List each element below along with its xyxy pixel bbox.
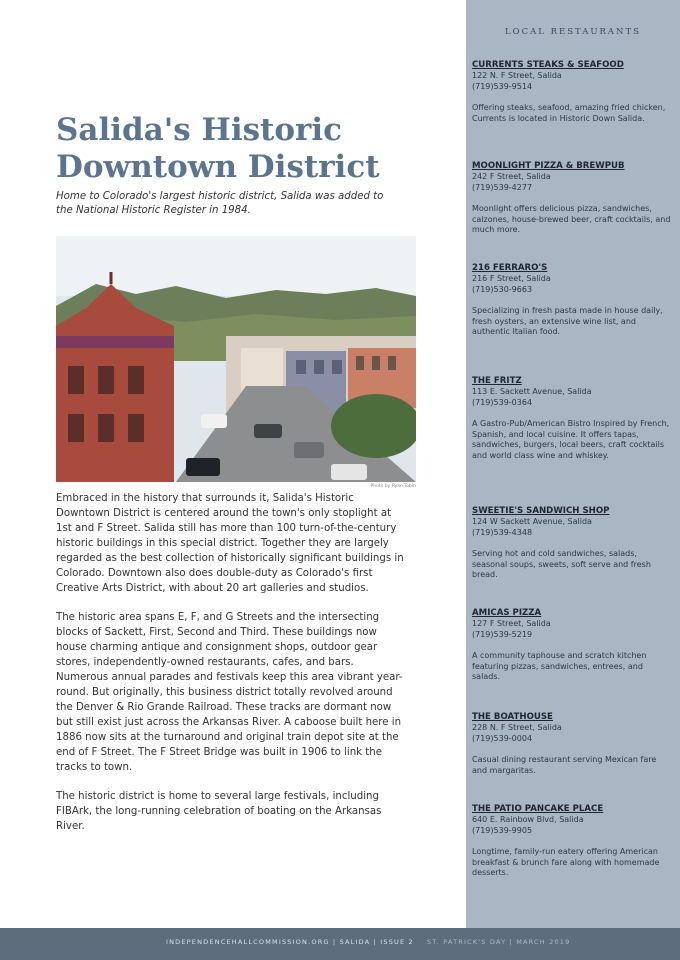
- restaurant-description: A Gastro-Pub/American Bistro Inspired by French, Spanish, and local cuisine. It offers tapas, sandwiches, burgers, local beers, craft cocktails and world class wine and whiskey.: [472, 419, 670, 460]
- restaurant-address: 113 E. Sackett Avenue, Salida: [472, 387, 592, 396]
- downtown-photo: [56, 236, 416, 482]
- restaurant-description: Offering steaks, seafood, amazing fried chicken, Currents is located in Historic Down Salida.: [472, 103, 666, 123]
- restaurant-entry: [472, 506, 672, 581]
- restaurant-phone: (719)539-5219: [472, 629, 533, 639]
- photo-credit: Photo by Ryan Tobin: [370, 484, 416, 489]
- restaurant-phone: (719)539-0004: [472, 733, 533, 743]
- restaurant-description: Moonlight offers delicious pizza, sandwiches, calzones, house-brewed beer, craft cocktails, and much more.: [472, 204, 671, 234]
- restaurant-phone: (719)539-4348: [472, 527, 533, 537]
- restaurant-name: CURRENTS STEAKS & SEAFOOD: [472, 60, 624, 70]
- footer-left: INDEPENDENCEHALLCOMMISSION.ORG | SALIDA | ISSUE 2: [166, 938, 414, 946]
- restaurant-description: Specializing in fresh pasta made in house daily, fresh oysters, an extensive wine list, and authentic Italian food.: [472, 306, 663, 336]
- restaurant-address: 124 W Sackett Avenue, Salida: [472, 517, 592, 526]
- restaurant-name: AMICAS PIZZA: [472, 608, 542, 618]
- article-paragraph-2: The historic area spans E, F, and G Streets and the intersecting blocks of Sackett, First, Second and Third. These buildings now house charming antique and consignment shops, outdoor gear stores, independently-owned restaurants, cafes, and bars. Numerous annual parades and festivals keep this area vibrant year-round. But originally, this business district totally revolved around the Denver & Rio Grande Railroad. These tracks are dormant now but still exist just across the Arkansas River. A caboose built here in 1886 now sits at the turnaround and original train depot site at the end of F Street. The F Street Bridge was built in 1906 to link the tracks to town.: [56, 612, 403, 773]
- sidebar-heading: LOCAL RESTAURANTS: [504, 27, 641, 37]
- article-paragraph-3: The historic district is home to several large festivals, including FIBArk, the long-running celebration of boating on the Arkansas River.: [56, 791, 382, 832]
- restaurant-address: 216 F Street, Salida: [472, 274, 551, 283]
- restaurant-entry: [472, 712, 672, 776]
- restaurant-name: THE FRITZ: [472, 376, 522, 386]
- restaurant-address: 127 F Street, Salida: [472, 619, 551, 628]
- restaurant-address: 122 N. F Street, Salida: [472, 71, 562, 80]
- restaurant-phone: (719)530-9663: [472, 284, 533, 294]
- restaurant-phone: (719)539-0364: [472, 397, 533, 407]
- subtitle: Home to Colorado's largest historic district, Salida was added to the National Historic Register in 1984.: [56, 191, 384, 216]
- restaurant-description: Longtime, family-run eatery offering American breakfast & brunch fare along with homemade desserts.: [472, 847, 660, 877]
- restaurant-name: SWEETIE'S SANDWICH SHOP: [472, 506, 610, 516]
- restaurant-entry: [472, 376, 672, 461]
- article-paragraph-1: Embraced in the history that surrounds it, Salida's Historic Downtown District is centered around the town's only stoplight at 1st and F Street. Salida still has more than 100 turn-of-the-century historic buildings in this special district. Together they are largely regarded as the best collection of historically significant buildings in Colorado. Downtown also does double-duty as Colorado's first Creative Arts District, with about 20 art galleries and studios.: [56, 493, 404, 594]
- restaurant-description: Serving hot and cold sandwiches, salads, seasonal soups, sweets, soft serve and fresh bread.: [472, 549, 651, 579]
- article-body: [56, 491, 408, 848]
- restaurant-entry: [472, 804, 672, 879]
- restaurant-entry: [472, 608, 672, 683]
- restaurant-description: Casual dining restaurant serving Mexican fare and margaritas.: [472, 755, 657, 775]
- restaurant-phone: (719)539-9514: [472, 81, 533, 91]
- restaurant-name: 216 FERRARO'S: [472, 263, 548, 273]
- restaurant-name: THE BOATHOUSE: [472, 712, 553, 722]
- restaurant-entry: [472, 161, 672, 236]
- restaurant-phone: (719)539-4277: [472, 182, 533, 192]
- restaurant-entry: [472, 60, 672, 124]
- restaurants-sidebar: [466, 0, 680, 928]
- downtown-street-illustration: [56, 236, 416, 482]
- restaurant-name: THE PATIO PANCAKE PLACE: [472, 804, 604, 814]
- restaurant-entry: [472, 263, 672, 338]
- restaurant-phone: (719)539-9905: [472, 825, 533, 835]
- restaurant-description: A community taphouse and scratch kitchen featuring pizzas, sandwiches, entrees, and salads.: [472, 651, 647, 681]
- page-title: Salida's Historic Downtown District: [56, 112, 380, 185]
- footer-right: ST. PATRICK'S DAY | MARCH 2019: [426, 938, 571, 946]
- restaurant-address: 242 F Street, Salida: [472, 172, 551, 181]
- footer-text: [166, 938, 666, 946]
- restaurant-address: 640 E. Rainbow Blvd, Salida: [472, 815, 584, 824]
- restaurant-address: 228 N. F Street, Salida: [472, 723, 562, 732]
- restaurant-name: MOONLIGHT PIZZA & BREWPUB: [472, 161, 625, 171]
- page-footer: [0, 928, 680, 960]
